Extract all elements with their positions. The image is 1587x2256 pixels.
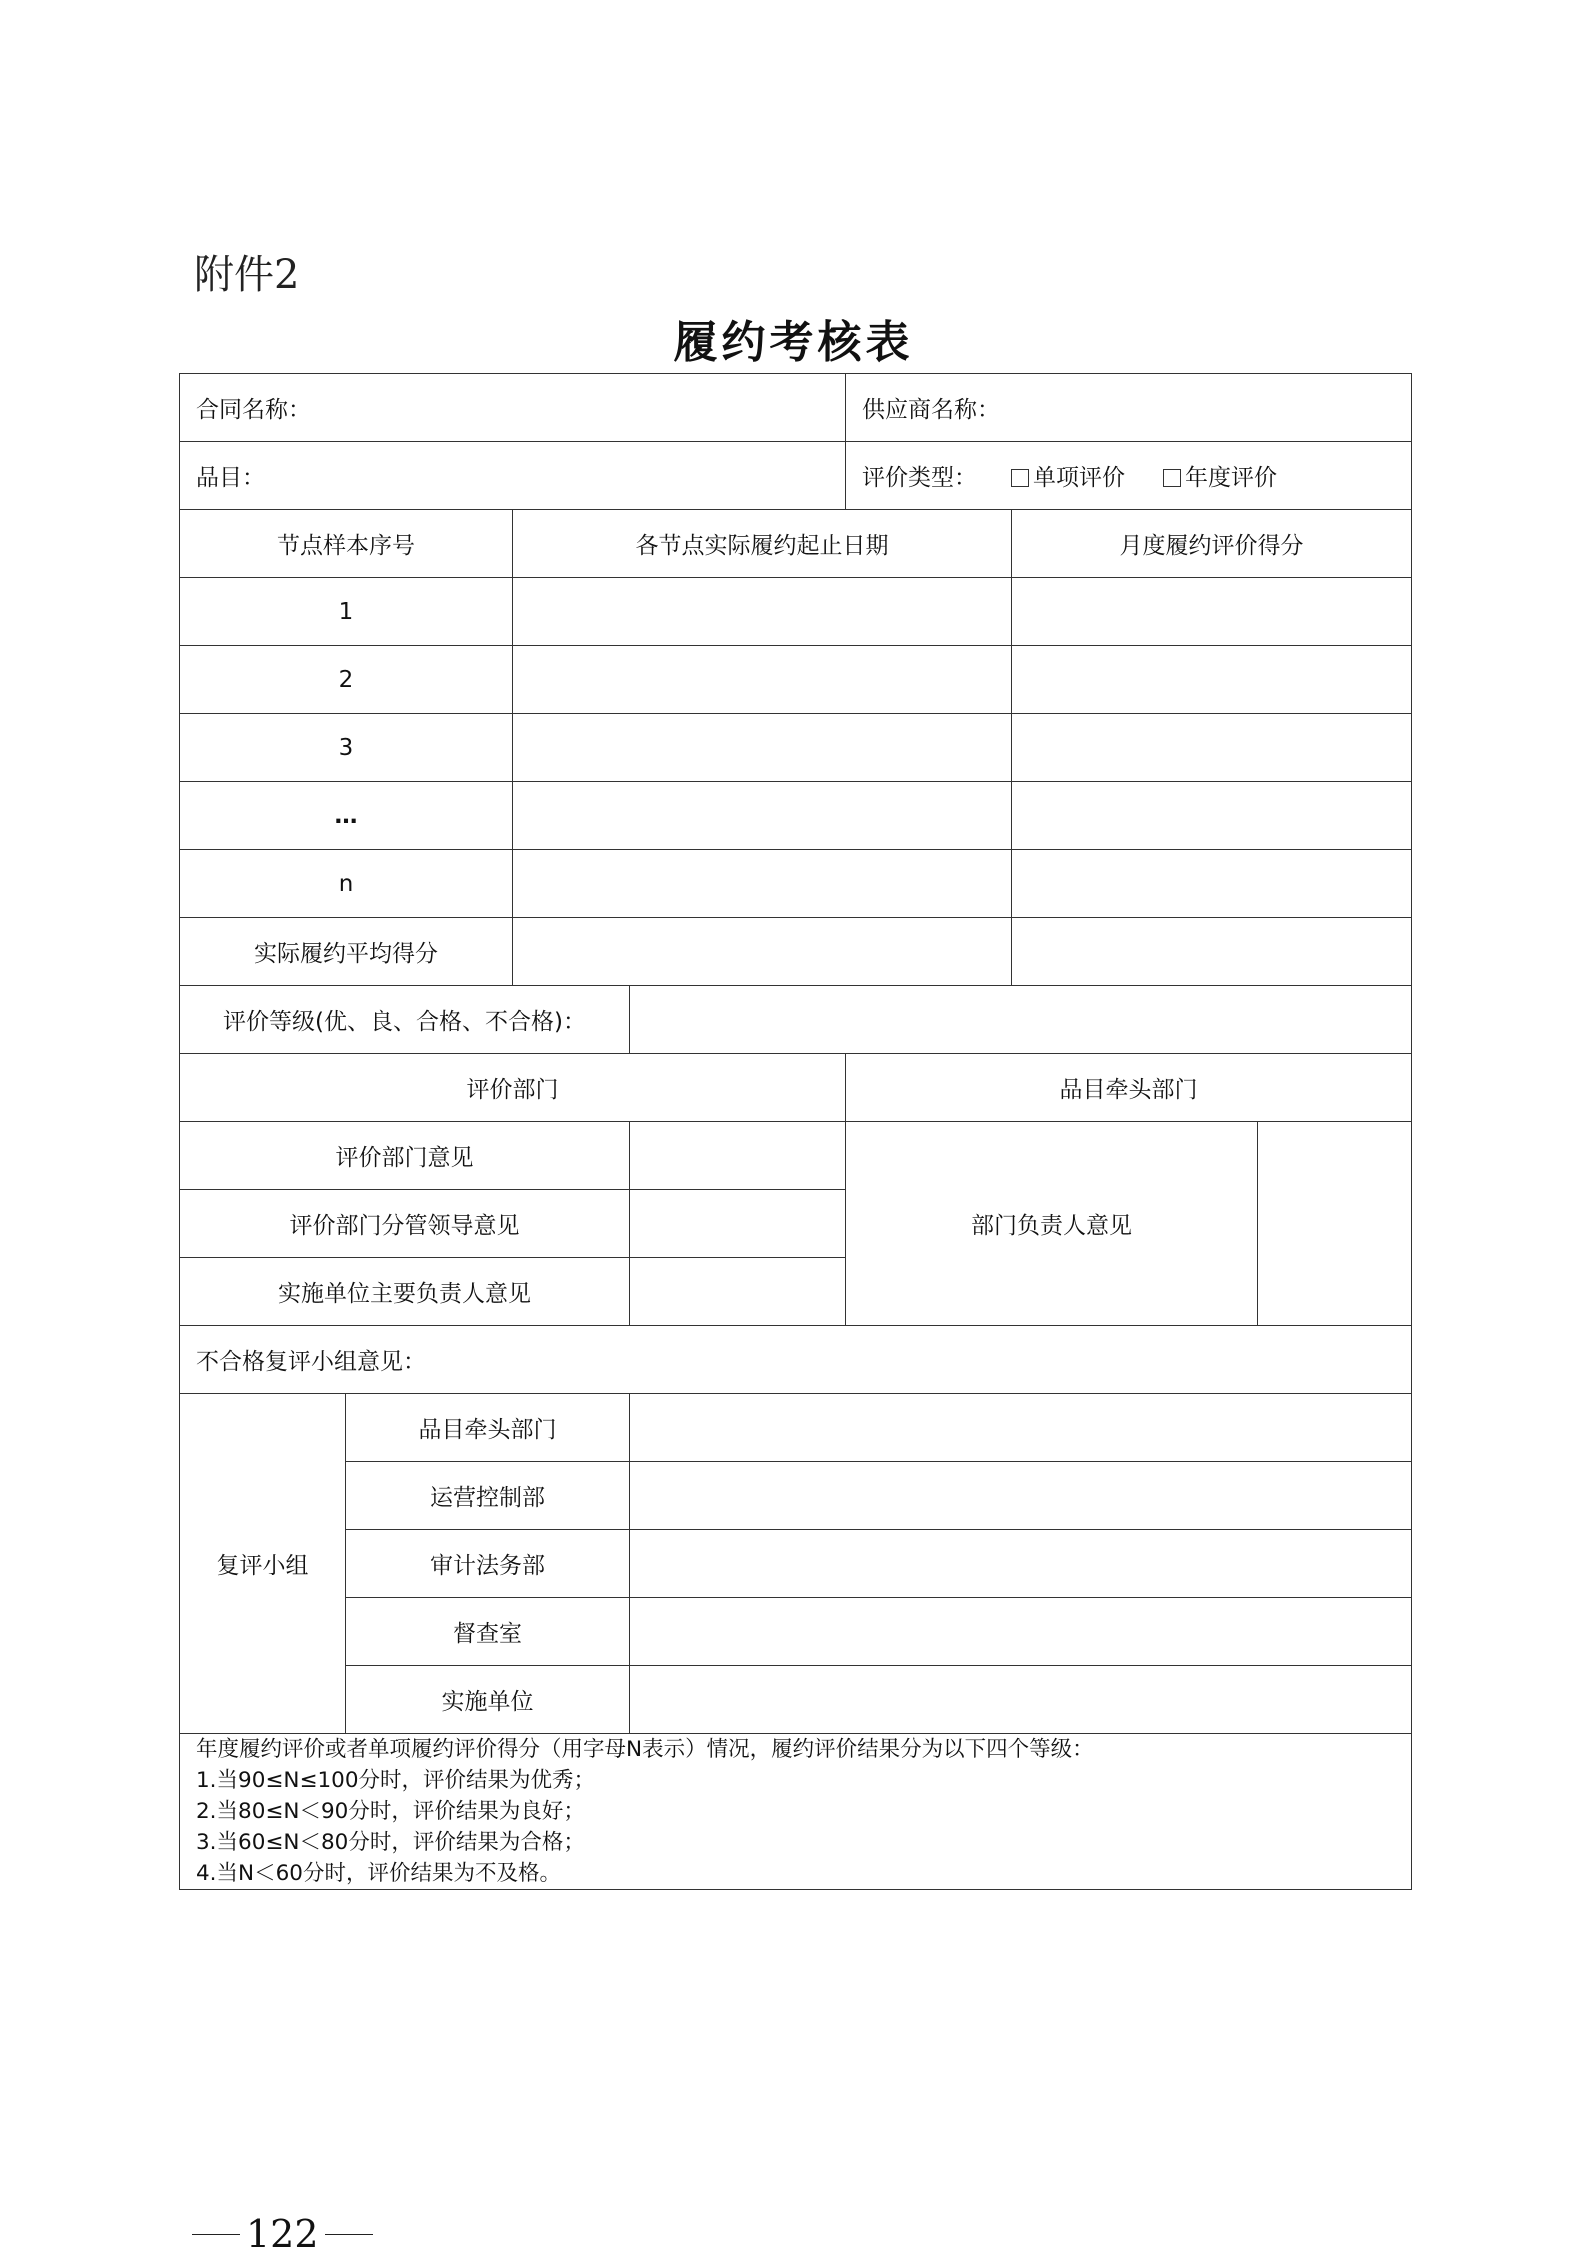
review-member-label: 督查室 bbox=[346, 1598, 630, 1666]
review-group-label: 复评小组 bbox=[180, 1394, 346, 1734]
eval-dept-leader-opinion-label: 评价部门分管领导意见 bbox=[180, 1190, 630, 1258]
average-score-cell[interactable] bbox=[1012, 918, 1412, 986]
dates-cell[interactable] bbox=[513, 714, 1012, 782]
sample-no-cell: 1 bbox=[180, 578, 513, 646]
table-row bbox=[180, 850, 1412, 918]
grade-row bbox=[180, 986, 1412, 1054]
lead-dept-header: 品目牵头部门 bbox=[846, 1054, 1412, 1122]
contract-name-label: 合同名称： bbox=[196, 397, 311, 423]
notes-line: 3.当60≤N＜80分时，评价结果为合格； bbox=[196, 1830, 585, 1855]
review-member-opinion-cell[interactable] bbox=[630, 1462, 1412, 1530]
page-title: 履约考核表 bbox=[673, 317, 914, 368]
eval-dept-leader-opinion-cell[interactable] bbox=[630, 1190, 846, 1258]
review-member-row bbox=[180, 1462, 1412, 1530]
grading-notes bbox=[180, 1734, 1412, 1890]
dept-header-row bbox=[180, 1054, 1412, 1122]
checkbox-icon[interactable] bbox=[1011, 469, 1029, 487]
dash-left bbox=[192, 2234, 240, 2235]
single-eval-label: 单项评价 bbox=[1033, 465, 1125, 491]
table-row bbox=[180, 714, 1412, 782]
score-cell[interactable] bbox=[1012, 578, 1412, 646]
category-cell[interactable] bbox=[180, 442, 846, 510]
form-row-contract bbox=[180, 374, 1412, 442]
eval-type-label: 评价类型： bbox=[862, 465, 977, 491]
sample-no-cell: 2 bbox=[180, 646, 513, 714]
dept-head-opinion-cell[interactable] bbox=[1258, 1122, 1412, 1326]
review-member-row bbox=[180, 1394, 1412, 1462]
notes-row bbox=[180, 1734, 1412, 1890]
notes-line: 1.当90≤N≤100分时，评价结果为优秀； bbox=[196, 1768, 596, 1793]
score-cell[interactable] bbox=[1012, 646, 1412, 714]
grade-label: 评价等级(优、良、合格、不合格)： bbox=[180, 986, 630, 1054]
dates-cell[interactable] bbox=[513, 646, 1012, 714]
review-member-label: 实施单位 bbox=[346, 1666, 630, 1734]
annual-eval-label: 年度评价 bbox=[1185, 465, 1277, 491]
review-member-opinion-cell[interactable] bbox=[630, 1530, 1412, 1598]
page-number bbox=[192, 2212, 373, 2256]
review-member-row bbox=[180, 1666, 1412, 1734]
eval-type-cell bbox=[846, 442, 1412, 510]
eval-dept-opinion-cell[interactable] bbox=[630, 1122, 846, 1190]
page-number-text: 122 bbox=[246, 2212, 319, 2256]
table-row bbox=[180, 646, 1412, 714]
review-member-label: 品目牵头部门 bbox=[346, 1394, 630, 1462]
dash-right bbox=[325, 2234, 373, 2235]
grade-value-cell[interactable] bbox=[630, 986, 1412, 1054]
notes-line: 4.当N＜60分时，评价结果为不及格。 bbox=[196, 1861, 561, 1886]
table-row bbox=[180, 782, 1412, 850]
score-cell[interactable] bbox=[1012, 714, 1412, 782]
single-eval-option[interactable] bbox=[1011, 465, 1125, 491]
checkbox-icon[interactable] bbox=[1163, 469, 1181, 487]
table-row bbox=[180, 578, 1412, 646]
sample-no-cell: n bbox=[180, 850, 513, 918]
category-label: 品目： bbox=[196, 465, 265, 491]
column-header-row bbox=[180, 510, 1412, 578]
sample-no-cell: 3 bbox=[180, 714, 513, 782]
review-member-opinion-cell[interactable] bbox=[630, 1394, 1412, 1462]
review-member-row bbox=[180, 1598, 1412, 1666]
col-header-sample-no: 节点样本序号 bbox=[180, 510, 513, 578]
sample-no-cell: … bbox=[180, 782, 513, 850]
dates-cell[interactable] bbox=[513, 782, 1012, 850]
annual-eval-option[interactable] bbox=[1163, 465, 1277, 491]
impl-unit-head-opinion-label: 实施单位主要负责人意见 bbox=[180, 1258, 630, 1326]
col-header-dates: 各节点实际履约起止日期 bbox=[513, 510, 1012, 578]
notes-line: 2.当80≤N＜90分时，评价结果为良好； bbox=[196, 1799, 585, 1824]
review-group-opinion-label: 不合格复评小组意见： bbox=[196, 1349, 426, 1375]
supplier-name-cell[interactable] bbox=[846, 374, 1412, 442]
eval-dept-opinion-label: 评价部门意见 bbox=[180, 1122, 630, 1190]
average-score-label: 实际履约平均得分 bbox=[180, 918, 513, 986]
notes-line: 年度履约评价或者单项履约评价得分（用字母N表示）情况，履约评价结果分为以下四个等级： bbox=[196, 1737, 1094, 1762]
attachment-label: 附件2 bbox=[194, 252, 300, 298]
review-member-opinion-cell[interactable] bbox=[630, 1598, 1412, 1666]
score-cell[interactable] bbox=[1012, 850, 1412, 918]
opinion-row bbox=[180, 1122, 1412, 1190]
eval-dept-header: 评价部门 bbox=[180, 1054, 846, 1122]
contract-name-cell[interactable] bbox=[180, 374, 846, 442]
review-member-label: 运营控制部 bbox=[346, 1462, 630, 1530]
review-member-label: 审计法务部 bbox=[346, 1530, 630, 1598]
average-dates-cell[interactable] bbox=[513, 918, 1012, 986]
score-cell[interactable] bbox=[1012, 782, 1412, 850]
dates-cell[interactable] bbox=[513, 578, 1012, 646]
impl-unit-head-opinion-cell[interactable] bbox=[630, 1258, 846, 1326]
dates-cell[interactable] bbox=[513, 850, 1012, 918]
supplier-name-label: 供应商名称： bbox=[862, 397, 1000, 423]
col-header-monthly-score: 月度履约评价得分 bbox=[1012, 510, 1412, 578]
review-member-opinion-cell[interactable] bbox=[630, 1666, 1412, 1734]
assessment-form bbox=[179, 373, 1412, 1890]
dept-head-opinion-label: 部门负责人意见 bbox=[846, 1122, 1258, 1326]
review-group-opinion-cell[interactable] bbox=[180, 1326, 1412, 1394]
form-row-category bbox=[180, 442, 1412, 510]
average-score-row bbox=[180, 918, 1412, 986]
review-member-row bbox=[180, 1530, 1412, 1598]
review-group-opinion-row bbox=[180, 1326, 1412, 1394]
